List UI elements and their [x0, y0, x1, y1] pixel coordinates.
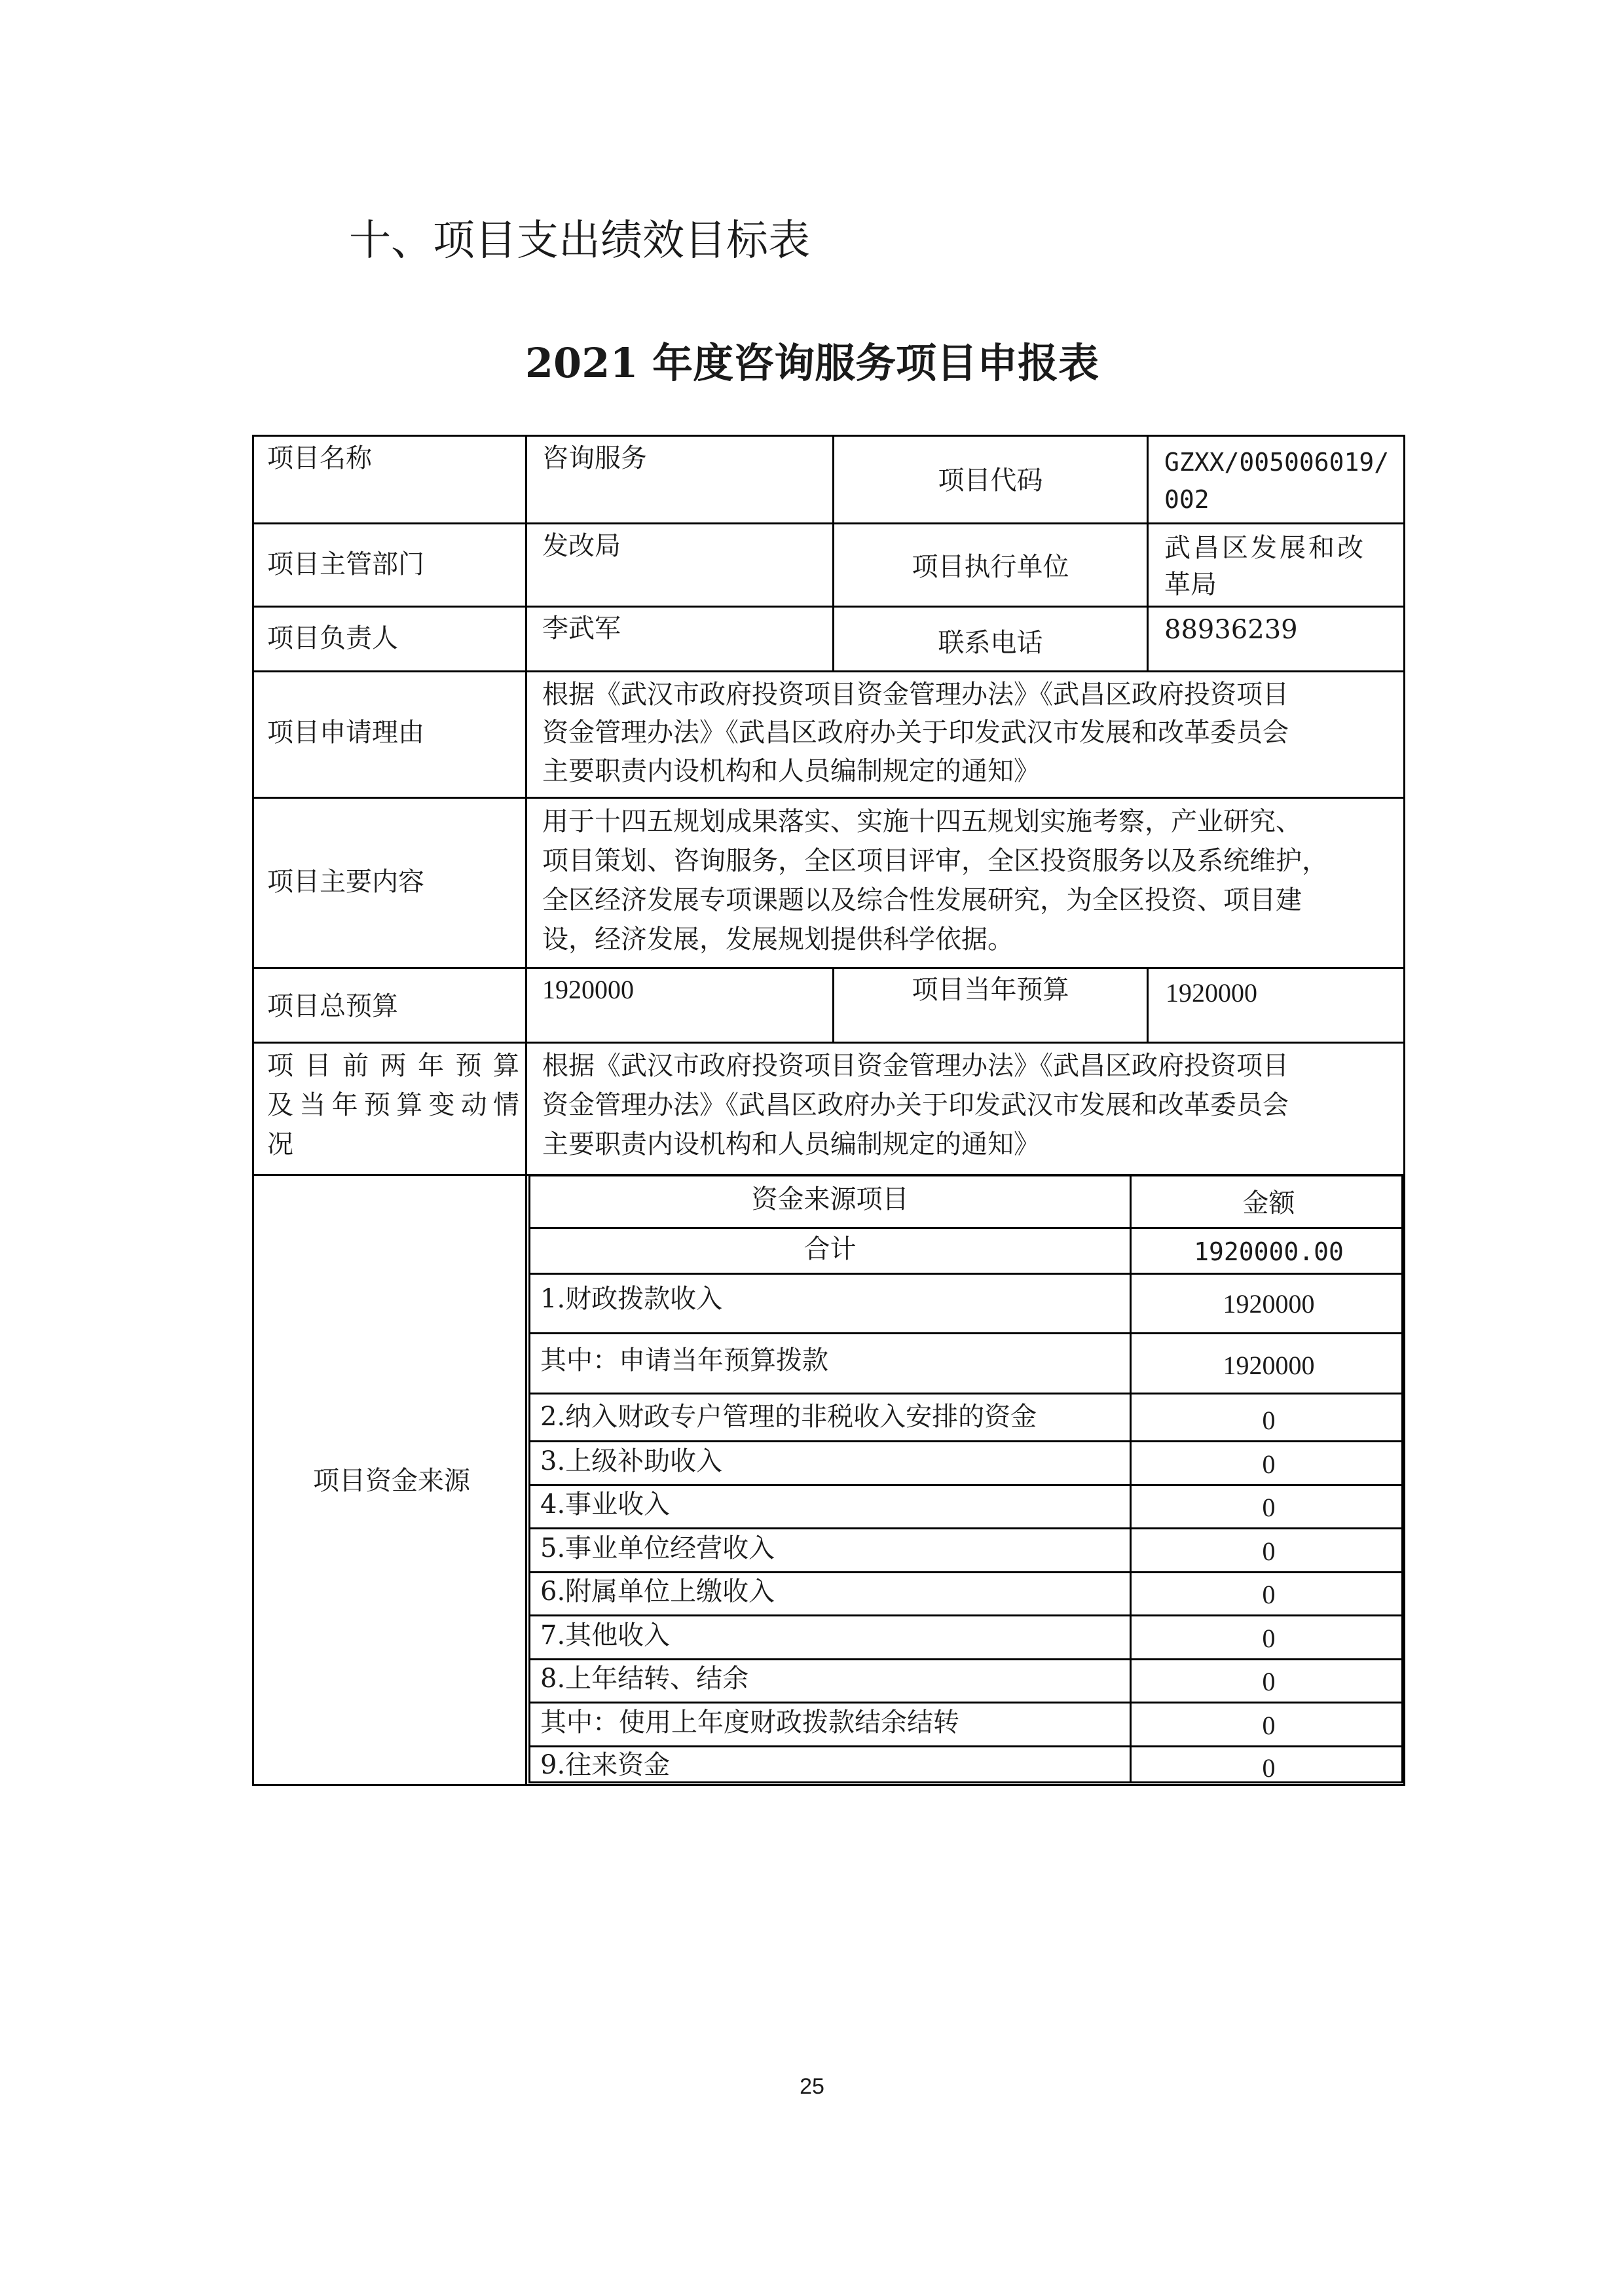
row-divider [530, 1393, 1401, 1394]
project-code-value-line2: 002 [1164, 485, 1209, 514]
funding-row-amount: 0 [1262, 1493, 1276, 1522]
row-divider [530, 1273, 1401, 1275]
row-divider [530, 1440, 1401, 1442]
row-divider [530, 1527, 1401, 1529]
main-content-label: 项目主要内容 [267, 867, 424, 897]
funding-header-item: 资金来源项目 [751, 1184, 909, 1214]
budget-change-label-line: 项目前两年预算 [267, 1051, 519, 1081]
funding-row-amount: 0 [1262, 1753, 1276, 1783]
application-reason-line: 根据《武汉市政府投资项目资金管理办法》《武昌区政府投资项目 [542, 680, 1289, 710]
row-divider [254, 606, 1403, 608]
funding-row-name: 合计 [803, 1234, 857, 1264]
funding-row-amount: 0 [1262, 1711, 1276, 1740]
funding-row-name: 4.事业收入 [540, 1489, 671, 1520]
row-divider [530, 1658, 1401, 1660]
budget-change-line: 资金管理办法》《武昌区政府办关于印发武汉市发展和改革委员会 [542, 1090, 1289, 1120]
project-code-value-line1: GZXX/005006019/ [1164, 448, 1390, 477]
project-name-label: 项目名称 [267, 443, 372, 473]
funding-source-table [528, 1175, 1403, 1783]
funding-row-name: 3.上级补助收入 [540, 1446, 723, 1476]
main-content-line: 项目策划、咨询服务，全区项目评审，全区投资服务以及系统维护， [542, 846, 1328, 876]
budget-change-label-line: 及当年预算变动情 [267, 1090, 519, 1120]
year-budget-value: 1920000 [1166, 978, 1257, 1008]
managing-dept-value: 发改局 [542, 531, 621, 561]
section-heading: 十、项目支出绩效目标表 [349, 217, 810, 265]
column-divider [1130, 1176, 1132, 1781]
phone-value: 88936239 [1164, 615, 1298, 645]
row-divider [530, 1332, 1401, 1334]
funding-row-amount: 0 [1262, 1537, 1276, 1566]
main-content-line: 用于十四五规划成果落实、实施十四五规划实施考察，产业研究、 [542, 807, 1302, 837]
project-owner-value: 李武军 [542, 613, 621, 644]
document-title: 2021 年度咨询服务项目申报表 [525, 339, 1099, 387]
application-reason-label: 项目申请理由 [267, 718, 424, 748]
year-budget-label: 项目当年预算 [912, 975, 1069, 1005]
managing-dept-label: 项目主管部门 [267, 549, 424, 579]
budget-change-line: 主要职责内设机构和人员编制规定的通知》 [542, 1129, 1040, 1159]
funding-row-amount: 0 [1262, 1449, 1276, 1479]
funding-row-name: 8.上年结转、结余 [540, 1664, 749, 1694]
application-reason-line: 资金管理办法》《武昌区政府办关于印发武汉市发展和改革委员会 [542, 718, 1289, 748]
executing-unit-value-line1: 武昌区发展和改 [1164, 533, 1366, 563]
row-divider [254, 797, 1403, 799]
page-number: 25 [800, 2074, 824, 2099]
funding-header-amount: 金额 [1242, 1188, 1295, 1218]
row-divider [254, 1042, 1403, 1044]
project-owner-label: 项目负责人 [267, 623, 398, 653]
main-content-line: 全区经济发展专项课题以及综合性发展研究，为全区投资、项目建 [542, 885, 1302, 915]
funding-row-amount: 1920000 [1223, 1351, 1315, 1380]
row-divider [530, 1702, 1401, 1704]
funding-row-name: 1.财政拨款收入 [540, 1284, 723, 1314]
row-divider [254, 967, 1403, 969]
funding-row-amount: 1920000 [1223, 1289, 1315, 1319]
funding-row-amount: 1920000.00 [1194, 1237, 1344, 1266]
column-divider [1147, 437, 1149, 670]
main-content-line: 设，经济发展，发展规划提供科学依据。 [542, 924, 1014, 955]
funding-row-name: 其中：申请当年预算拨款 [540, 1345, 828, 1376]
funding-row-name: 7.其他收入 [540, 1620, 671, 1650]
executing-unit-label: 项目执行单位 [912, 552, 1069, 582]
funding-row-name: 5.事业单位经营收入 [540, 1533, 775, 1563]
row-divider [530, 1484, 1401, 1486]
row-divider [254, 522, 1403, 524]
row-divider [530, 1571, 1401, 1573]
row-divider [530, 1614, 1401, 1616]
total-budget-value: 1920000 [542, 975, 634, 1004]
funding-row-amount: 0 [1262, 1406, 1276, 1435]
funding-source-label: 项目资金来源 [313, 1466, 470, 1496]
row-divider [254, 670, 1403, 672]
funding-row-name: 2.纳入财政专户管理的非税收入安排的资金 [540, 1402, 1037, 1432]
project-code-label: 项目代码 [938, 465, 1043, 496]
funding-row-name: 其中：使用上年度财政拨款结余结转 [540, 1707, 959, 1738]
funding-row-name: 6.附属单位上缴收入 [540, 1576, 775, 1607]
column-divider [1147, 967, 1149, 1042]
phone-label: 联系电话 [938, 628, 1043, 658]
project-name-value: 咨询服务 [542, 443, 647, 473]
budget-change-label-line: 况 [267, 1129, 293, 1159]
column-divider [525, 437, 527, 1784]
executing-unit-value-line2: 革局 [1164, 570, 1217, 600]
total-budget-label: 项目总预算 [267, 991, 398, 1021]
row-divider [530, 1227, 1401, 1229]
funding-row-amount: 0 [1262, 1580, 1276, 1609]
application-reason-line: 主要职责内设机构和人员编制规定的通知》 [542, 756, 1040, 786]
funding-row-amount: 0 [1262, 1624, 1276, 1653]
budget-change-line: 根据《武汉市政府投资项目资金管理办法》《武昌区政府投资项目 [542, 1051, 1289, 1081]
funding-row-amount: 0 [1262, 1667, 1276, 1696]
funding-row-name: 9.往来资金 [540, 1750, 671, 1780]
